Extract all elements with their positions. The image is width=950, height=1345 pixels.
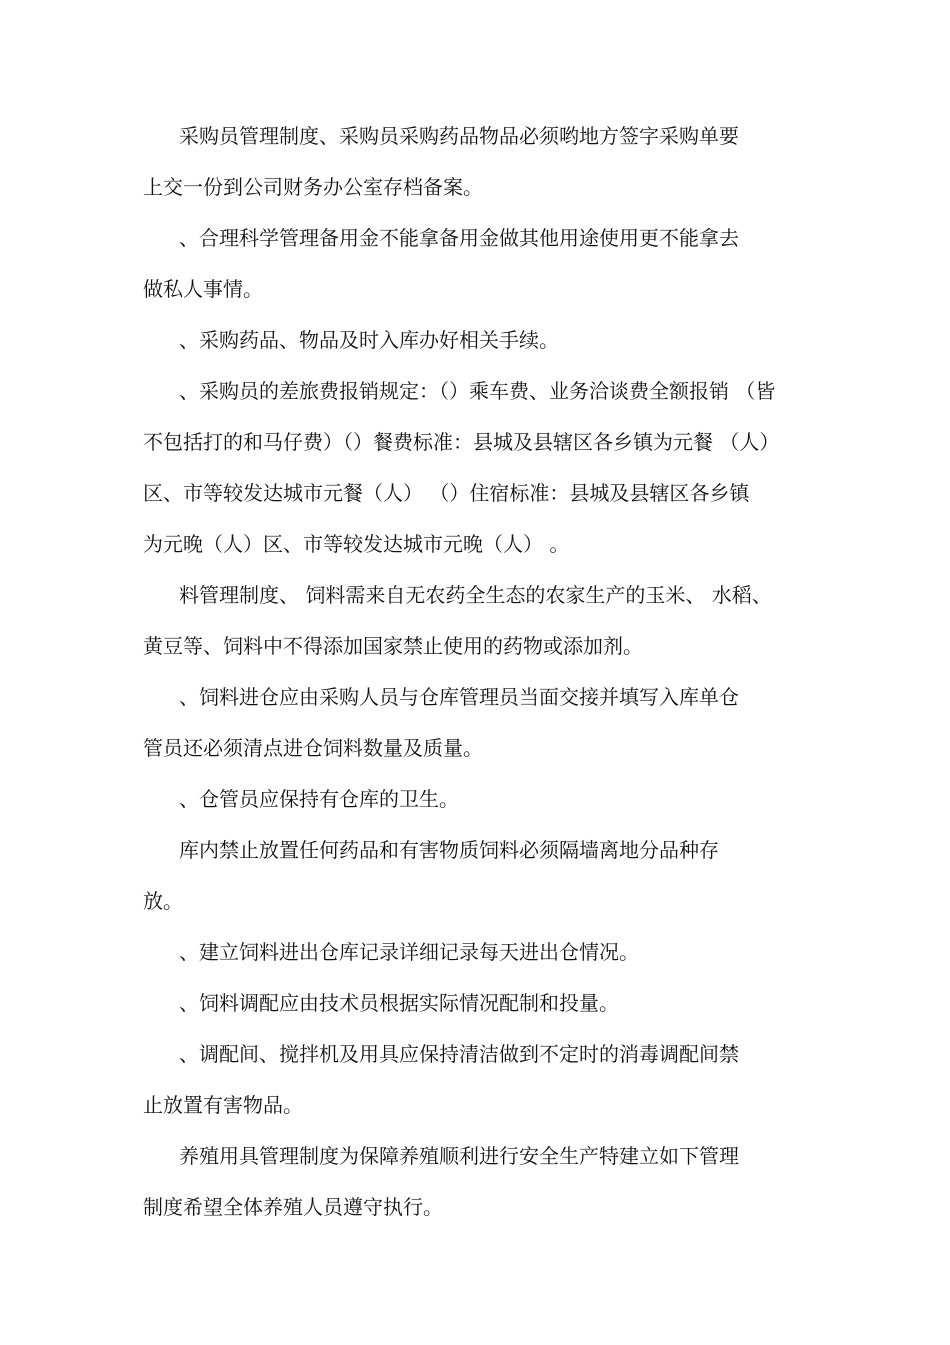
text-line: 放。 [143, 889, 183, 913]
text-line: 区、市等较发达城市元餐（人） （）住宿标准：县城及县辖区各乡镇 [143, 481, 750, 505]
text-line: 采购员管理制度、采购员采购药品物品必须哟地方签字采购单要 [179, 124, 739, 148]
text-line: 黄豆等、饲料中不得添加国家禁止使用的药物或添加剂。 [143, 634, 643, 658]
text-line: 库内禁止放置任何药品和有害物质饲料必须隔墙离地分品种存 [179, 838, 719, 862]
text-line: 、建立饲料进出仓库记录详细记录每天进出仓情况。 [179, 940, 639, 964]
text-line: 做私人事情。 [143, 277, 263, 301]
text-line: 、饲料进仓应由采购人员与仓库管理员当面交接并填写入库单仓 [179, 685, 739, 709]
text-line: 上交一份到公司财务办公室存档备案。 [143, 175, 483, 199]
text-line: 、采购药品、物品及时入库办好相关手续。 [179, 328, 559, 352]
text-line: 止放置有害物品。 [143, 1093, 303, 1117]
text-line: 、合理科学管理备用金不能拿备用金做其他用途使用更不能拿去 [179, 226, 739, 250]
text-line: 、饲料调配应由技术员根据实际情况配制和投量。 [179, 991, 619, 1015]
document-body [143, 124, 823, 1246]
text-line: 、仓管员应保持有仓库的卫生。 [179, 787, 459, 811]
text-line: 不包括打的和马仔费）（）餐费标准：县城及县辖区各乡镇为元餐 （人） [143, 430, 780, 454]
text-line: 养殖用具管理制度为保障养殖顺利进行安全生产特建立如下管理 [179, 1144, 739, 1168]
text-line: 、调配间、搅拌机及用具应保持清洁做到不定时的消毒调配间禁 [179, 1042, 739, 1066]
text-line: 制度希望全体养殖人员遵守执行。 [143, 1195, 443, 1219]
text-line: 管员还必须清点进仓饲料数量及质量。 [143, 736, 483, 760]
text-line: 料管理制度、 饲料需来自无农药全生态的农家生产的玉米、 水稻、 [179, 583, 772, 607]
text-line: 为元晚（人）区、市等较发达城市元晚（人） 。 [143, 532, 570, 556]
text-line: 、采购员的差旅费报销规定：（）乘车费、业务洽谈费全额报销 （皆 [179, 379, 776, 403]
